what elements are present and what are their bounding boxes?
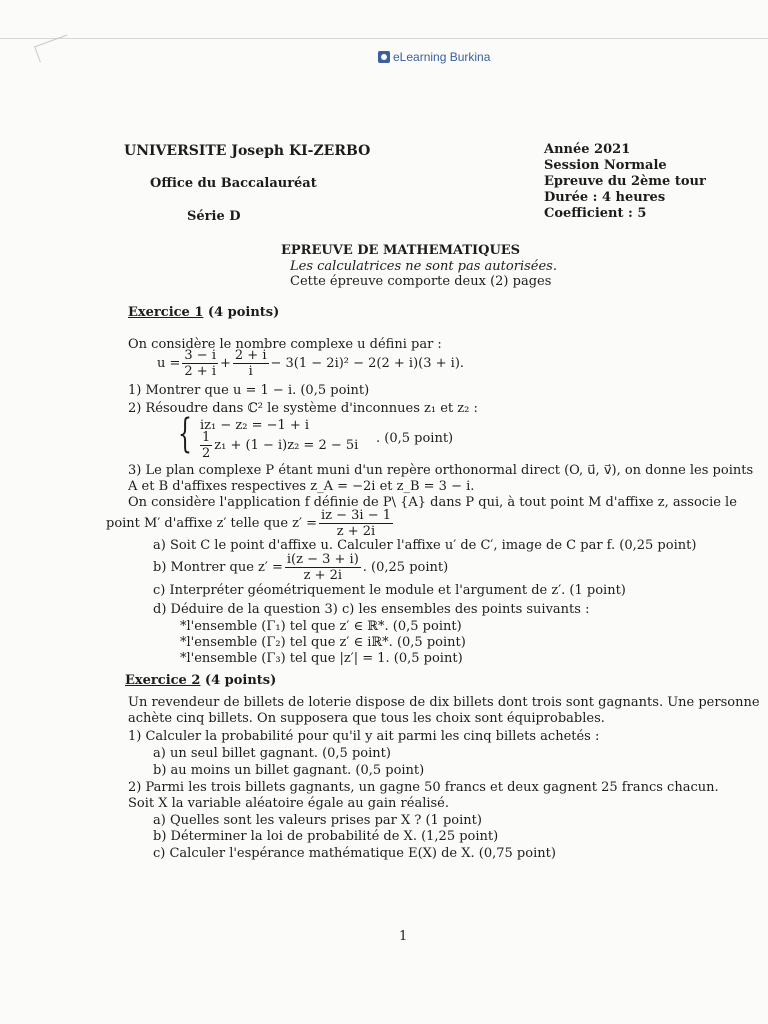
exercice2-points: (4 points): [200, 673, 277, 688]
fraction-1-denominator: 2 + i: [184, 364, 216, 379]
ex2-q2a: a) Quelles sont les valeurs prises par X ? (1 point): [153, 813, 482, 828]
qb-post: . (0,25 point): [362, 560, 449, 575]
ex2-para-line2: achète cinq billets. On supposera que tous les choix sont équiprobables.: [128, 711, 605, 726]
fraction-1-numerator: 3 − i: [184, 348, 216, 363]
system-eq1: iz₁ − z₂ = −1 + i: [200, 418, 310, 433]
system-half-fraction: [200, 431, 212, 460]
ex1-gamma2: *l'ensemble (Γ₂) tel que z′ ∈ iℝ*. (0,5 point): [180, 635, 466, 650]
system-brace: {: [178, 411, 192, 457]
qb-pre: b) Montrer que z′ =: [153, 560, 283, 575]
watermark-logo: [378, 50, 490, 64]
zprime-fraction: [319, 509, 393, 538]
ex1-qa: a) Soit C le point d'affixe u. Calculer l'affixe u′ de C′, image de C par f. (0,25 point): [153, 538, 697, 553]
zprime-numerator: iz − 3i − 1: [320, 508, 391, 523]
qb-fraction: [285, 553, 361, 582]
ex1-q3-line4: [106, 509, 395, 538]
ex2-q1: 1) Calculer la probabilité pour qu'il y ait parmi les cinq billets achetés :: [128, 729, 600, 744]
page-number: 1: [399, 929, 408, 944]
u-lhs: u =: [157, 356, 181, 371]
exercice1-heading: [128, 305, 279, 320]
annee-label: Année 2021: [544, 142, 631, 157]
ex2-q1b: b) au moins un billet gagnant. (0,5 point): [153, 763, 425, 778]
system-eq2: [198, 431, 358, 460]
exercice1-points: (4 points): [203, 305, 280, 320]
ex1-qd: d) Déduire de la question 3) c) les ensembles des points suivants :: [153, 602, 590, 617]
system-eq2-rest: z₁ + (1 − i)z₂ = 2 − 5i: [214, 438, 359, 453]
ex1-q3-line2: A et B d'affixes respectives z_A = −2i et z_B = 3 − i.: [128, 479, 475, 494]
ex1-q3-line3: On considère l'application f définie de P\ {A} dans P qui, à tout point M d'affixe z, associe le: [128, 495, 737, 510]
calculator-note: Les calculatrices ne sont pas autorisées.: [290, 259, 557, 274]
epreuve-tour-label: Epreuve du 2ème tour: [544, 174, 706, 189]
u-definition: [157, 349, 464, 378]
session-label: Session Normale: [544, 158, 667, 173]
zprime-def-text: point M′ d'affixe z′ telle que z′ =: [106, 516, 317, 531]
coefficient-label: Coefficient : 5: [544, 206, 647, 221]
fraction-2-denominator: i: [248, 364, 253, 379]
ex1-qc: c) Interpréter géométriquement le module et l'argument de z′. (1 point): [153, 583, 626, 598]
elearning-logo-icon: [378, 51, 390, 63]
ex2-q1a: a) un seul billet gagnant. (0,5 point): [153, 746, 391, 761]
qb-denominator: z + 2i: [303, 568, 343, 583]
plus-sign: +: [220, 356, 231, 371]
exercice2-heading: [125, 673, 276, 688]
office-name: Office du Baccalauréat: [150, 176, 317, 191]
serie-label: Série D: [187, 209, 241, 224]
exam-title: EPREUVE DE MATHEMATIQUES: [281, 243, 521, 258]
zprime-denominator: z + 2i: [336, 524, 376, 539]
half-denominator: 2: [202, 446, 211, 461]
fraction-2-numerator: 2 + i: [234, 348, 267, 363]
exercice2-title: Exercice 2: [125, 673, 201, 688]
fraction-2: [233, 349, 269, 378]
fraction-1: [182, 349, 218, 378]
ex2-q2: 2) Parmi les trois billets gagnants, un gagne 50 francs et deux gagnent 25 francs chacun.: [128, 780, 719, 795]
ex1-intro: On considère le nombre complexe u défini par :: [128, 337, 442, 352]
ex1-q3-line1: 3) Le plan complexe P étant muni d'un repère orthonormal direct (O, u⃗, v⃗), on donne les points: [128, 463, 754, 478]
university-name: UNIVERSITE Joseph KI-ZERBO: [124, 143, 371, 159]
system-points: . (0,5 point): [376, 431, 454, 446]
pages-note: Cette épreuve comporte deux (2) pages: [290, 274, 552, 289]
ex1-q1: 1) Montrer que u = 1 − i. (0,5 point): [128, 383, 370, 398]
ex2-q2c: c) Calculer l'espérance mathématique E(X) de X. (0,75 point): [153, 846, 556, 861]
ex2-q2-statement: Soit X la variable aléatoire égale au gain réalisé.: [128, 796, 450, 811]
exercice1-title: Exercice 1: [128, 305, 204, 320]
watermark-text: eLearning Burkina: [393, 50, 491, 64]
ex1-gamma1: *l'ensemble (Γ₁) tel que z′ ∈ ℝ*. (0,5 point): [180, 619, 462, 634]
ex1-gamma3: *l'ensemble (Γ₃) tel que |z′| = 1. (0,5 point): [180, 651, 463, 666]
ex1-qb: [153, 553, 448, 582]
u-rest: − 3(1 − 2i)² − 2(2 + i)(3 + i).: [270, 356, 465, 371]
half-numerator: 1: [202, 430, 211, 445]
qb-numerator: i(z − 3 + i): [286, 552, 359, 567]
scan-edge-line: [0, 38, 768, 39]
ex2-q2b: b) Déterminer la loi de probabilité de X. (1,25 point): [153, 829, 499, 844]
duree-label: Durée : 4 heures: [544, 190, 666, 205]
ex2-para-line1: Un revendeur de billets de loterie dispose de dix billets dont trois sont gagnants. Une personne: [128, 695, 760, 710]
ex1-q2: 2) Résoudre dans ℂ² le système d'inconnues z₁ et z₂ :: [128, 401, 478, 416]
